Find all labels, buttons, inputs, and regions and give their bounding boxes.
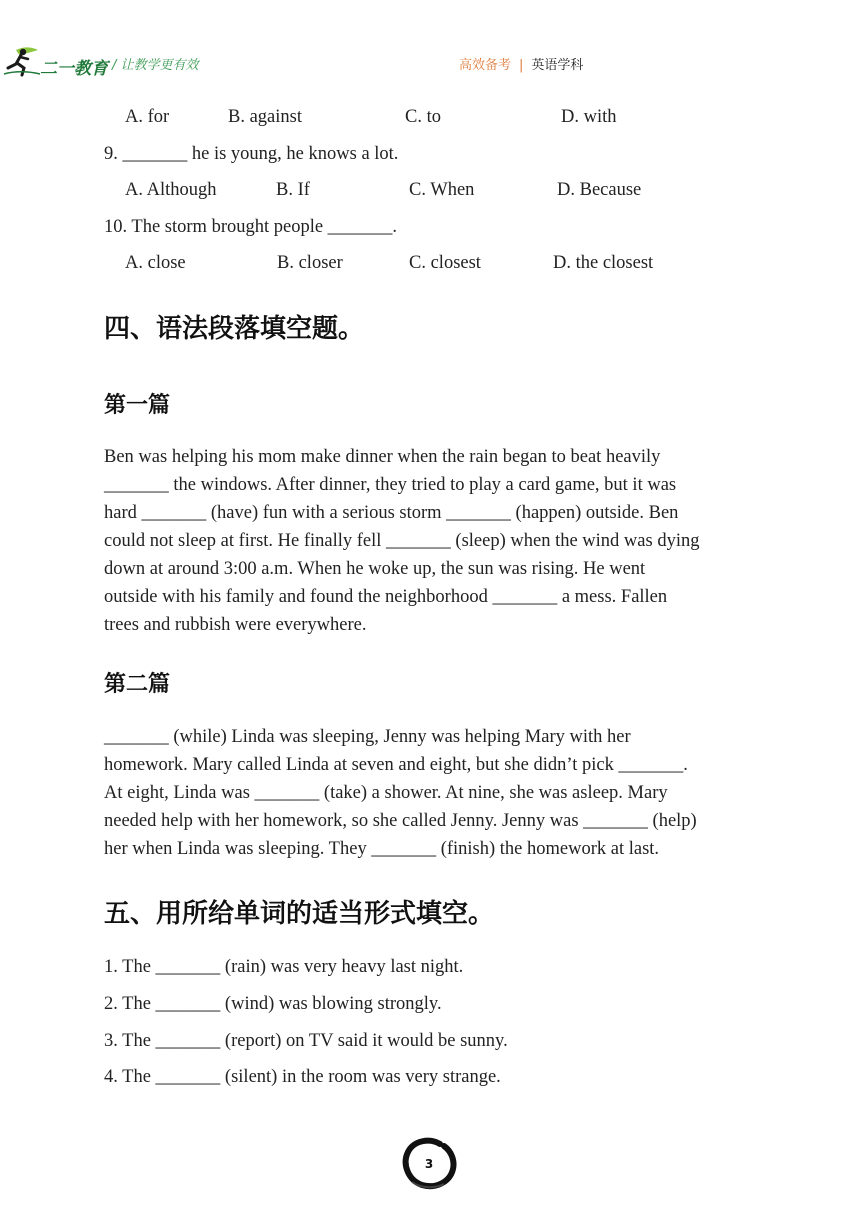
header-separator: | <box>519 58 524 73</box>
q9-option-b: B. If <box>276 180 310 200</box>
q9-option-c: C. When <box>409 180 475 200</box>
passage1-line: Ben was helping his mom make dinner when the rain began to beat heavily <box>104 447 661 467</box>
q10-option-a: A. close <box>125 253 186 273</box>
section5-item: 2. The _______ (wind) was blowing strongly. <box>104 994 442 1014</box>
passage2-line: needed help with her homework, so she called Jenny. Jenny was _______ (help) <box>104 811 697 831</box>
q8-option-d: D. with <box>561 107 617 127</box>
section4-heading: 四、语法段落填空题。 <box>104 314 365 344</box>
header-label-subject: 英语学科 <box>531 58 584 73</box>
passage2-heading: 第二篇 <box>104 672 171 697</box>
page-number-badge <box>400 1136 458 1192</box>
section5-item: 4. The _______ (silent) in the room was very strange. <box>104 1067 501 1087</box>
passage1-line: down at around 3:00 a.m. When he woke up, the sun was rising. He went <box>104 559 646 579</box>
passage2-line: At eight, Linda was _______ (take) a shower. At nine, she was asleep. Mary <box>104 783 668 803</box>
passage1-line: trees and rubbish were everywhere. <box>104 615 367 635</box>
brand-name: 二一教育 <box>40 59 108 79</box>
page-header <box>0 40 860 84</box>
q10-option-c: C. closest <box>409 253 481 273</box>
q8-option-b: B. against <box>228 107 302 127</box>
passage1-line: outside with his family and found the neighborhood _______ a mess. Fallen <box>104 587 668 607</box>
q10-stem: 10. The storm brought people _______. <box>104 217 398 237</box>
runner-logo-icon <box>2 44 42 78</box>
page-number: 3 <box>424 1157 434 1171</box>
q10-option-b: B. closer <box>277 253 343 273</box>
passage1-line: _______ the windows. After dinner, they tried to play a card game, but it was <box>104 475 677 495</box>
q9-stem: 9. _______ he is young, he knows a lot. <box>104 144 399 164</box>
section5-item: 1. The _______ (rain) was very heavy last night. <box>104 957 464 977</box>
passage1-line: hard _______ (have) fun with a serious storm _______ (happen) outside. Ben <box>104 503 679 523</box>
passage1-heading: 第一篇 <box>104 393 171 418</box>
passage2-line: homework. Mary called Linda at seven and eight, but she didn’t pick _______. <box>104 755 688 775</box>
header-label-exam: 高效备考 <box>459 58 512 73</box>
q8-option-c: C. to <box>405 107 441 127</box>
section5-item: 3. The _______ (report) on TV said it would be sunny. <box>104 1031 508 1051</box>
section5-heading: 五、用所给单词的适当形式填空。 <box>104 899 495 929</box>
q8-option-a: A. for <box>125 107 170 127</box>
q10-option-d: D. the closest <box>553 253 654 273</box>
passage2-line: her when Linda was sleeping. They _______ (finish) the homework at last. <box>104 839 660 859</box>
brand-slogan: / 让教学更有效 <box>112 58 199 73</box>
q9-option-a: A. Although <box>125 180 217 200</box>
q9-option-d: D. Because <box>557 180 642 200</box>
header-subject <box>459 54 583 73</box>
passage2-line: _______ (while) Linda was sleeping, Jenny was helping Mary with her <box>104 727 631 747</box>
passage1-line: could not sleep at first. He finally fell _______ (sleep) when the wind was dying <box>104 531 700 551</box>
